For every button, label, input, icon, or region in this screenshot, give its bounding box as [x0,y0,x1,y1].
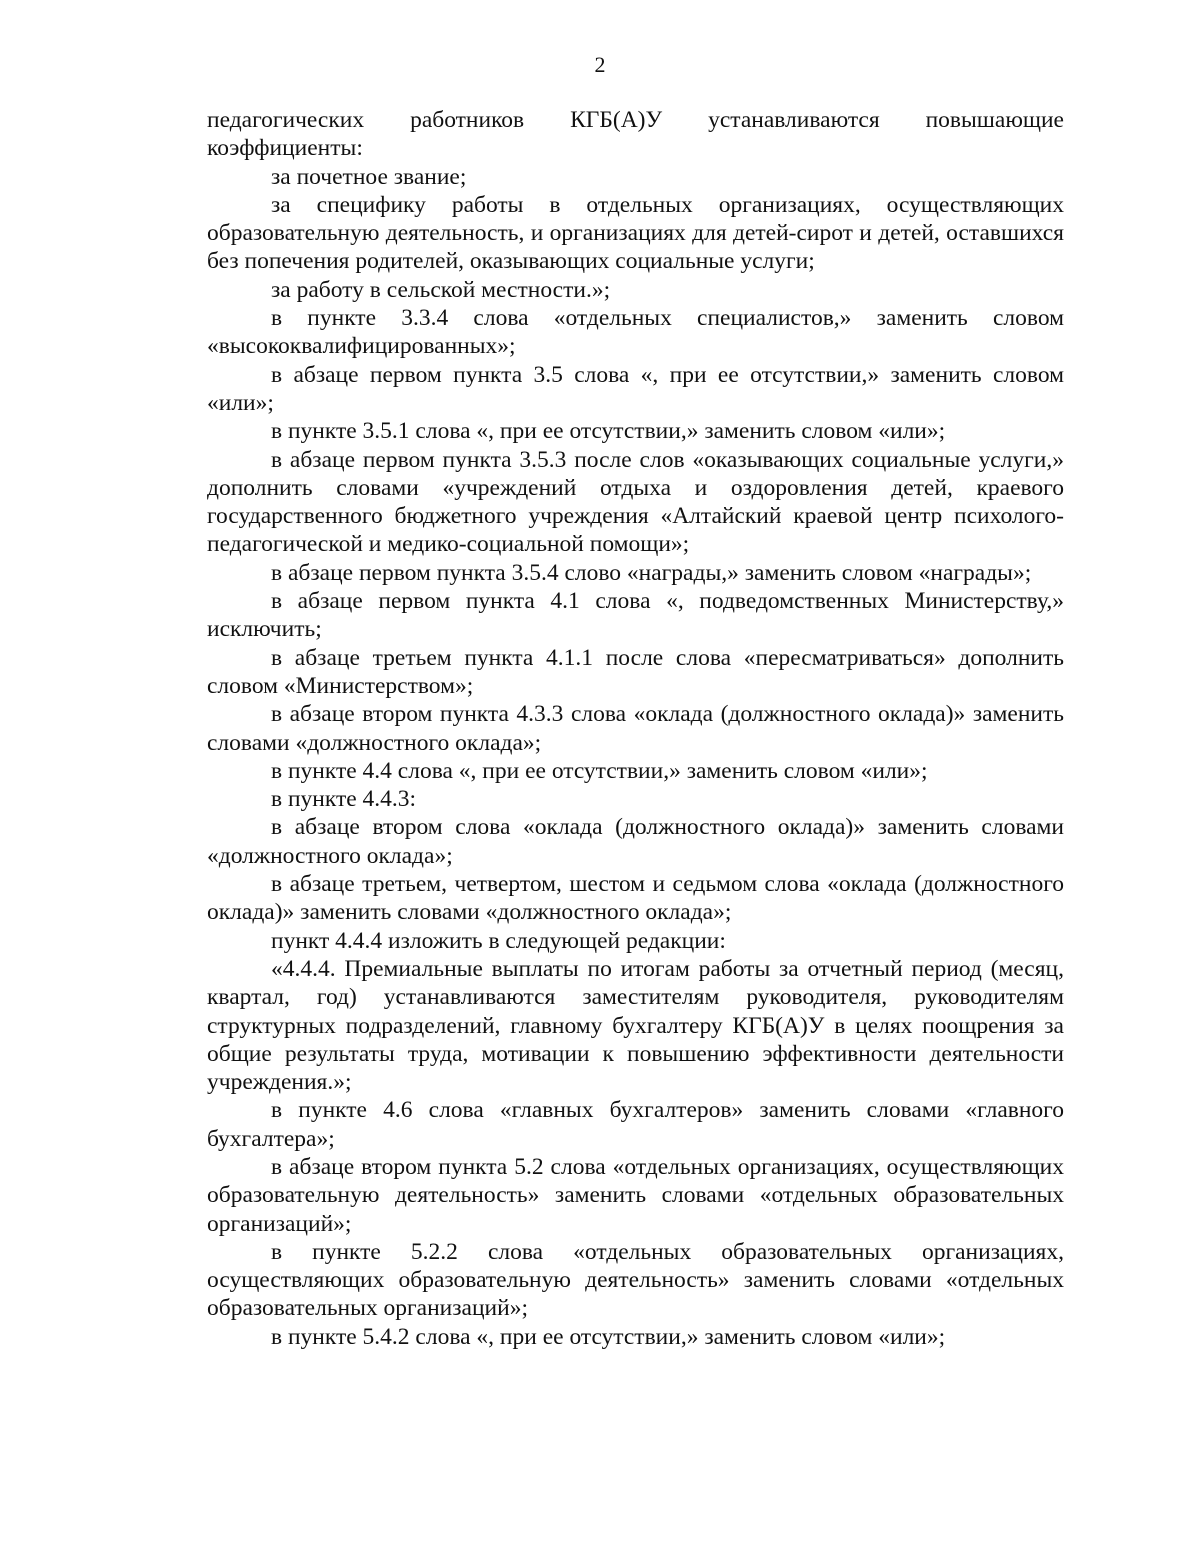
paragraph: в абзаце первом пункта 4.1 слова «, подведомственных Министерству,» исключить; [207,588,1064,643]
paragraph-continuation: педагогических работников КГБ(А)У устанавливаются повышающие коэффициенты: [207,107,1064,162]
paragraph: за почетное звание; [271,163,467,190]
paragraph: в абзаце втором пункта 4.3.3 слова «оклада (должностного оклада)» заменить словами «должностного оклада»; [207,701,1064,756]
page-number: 2 [594,52,606,77]
paragraph: в абзаце втором слова «оклада (должностного оклада)» заменить словами «должностного оклада»; [207,814,1064,869]
paragraph: в абзаце первом пункта 3.5 слова «, при ее отсутствии,» заменить словом «или»; [207,361,1064,416]
paragraph: в абзаце втором пункта 5.2 слова «отдельных организациях, осуществляющих образовательную деятельность» заменить словами «отдельных образовательных организаций»; [207,1153,1064,1237]
paragraph: «4.4.4. Премиальные выплаты по итогам работы за отчетный период (месяц, квартал, год) устанавливаются заместителям руководителя, руководителям структурных подразделений, главному бухгалтеру КГБ(А)У в целях поощрения за общие результаты труда, мотивации к повышению эффективности деятельности учреждения.»; [207,955,1064,1096]
paragraph: в абзаце третьем пункта 4.1.1 после слова «пересматриваться» дополнить словом «Министерством»; [207,644,1064,699]
paragraph: в абзаце первом пункта 3.5.4 слово «награды,» заменить словом «награды»; [271,559,1032,586]
paragraph: в пункте 5.4.2 слова «, при ее отсутствии,» заменить словом «или»; [271,1323,946,1350]
paragraph: в пункте 3.5.1 слова «, при ее отсутствии,» заменить словом «или»; [271,418,946,445]
paragraph: пункт 4.4.4 изложить в следующей редакции: [271,927,726,954]
paragraph: в пункте 3.3.4 слова «отдельных специалистов,» заменить словом «высококвалифицированных»; [207,305,1064,360]
paragraph: в абзаце третьем, четвертом, шестом и седьмом слова «оклада (должностного оклада)» заменить словами «должностного оклада»; [207,871,1064,926]
paragraph: в пункте 4.6 слова «главных бухгалтеров» заменить словами «главного бухгалтера»; [207,1097,1064,1152]
paragraph: за специфику работы в отдельных организациях, осуществляющих образовательную деятельность, и организациях для детей-сирот и детей, оставшихся без попечения родителей, оказывающих социальные услуги; [207,191,1064,275]
paragraph: в абзаце первом пункта 3.5.3 после слов «оказывающих социальные услуги,» дополнить словами «учреждений отдыха и оздоровления детей, краевого государственного бюджетного учреждения «Алтайский краевой центр психолого-педагогической и медико-социальной помощи»; [207,446,1064,558]
document-body [207,106,1064,1351]
paragraph: за работу в сельской местности.»; [271,276,611,303]
paragraph: в пункте 5.2.2 слова «отдельных образовательных организациях, осуществляющих образовательную деятельность» заменить словами «отдельных образовательных организаций»; [207,1238,1064,1322]
paragraph: в пункте 4.4.3: [271,786,417,813]
paragraph: в пункте 4.4 слова «, при ее отсутствии,» заменить словом «или»; [271,757,928,784]
